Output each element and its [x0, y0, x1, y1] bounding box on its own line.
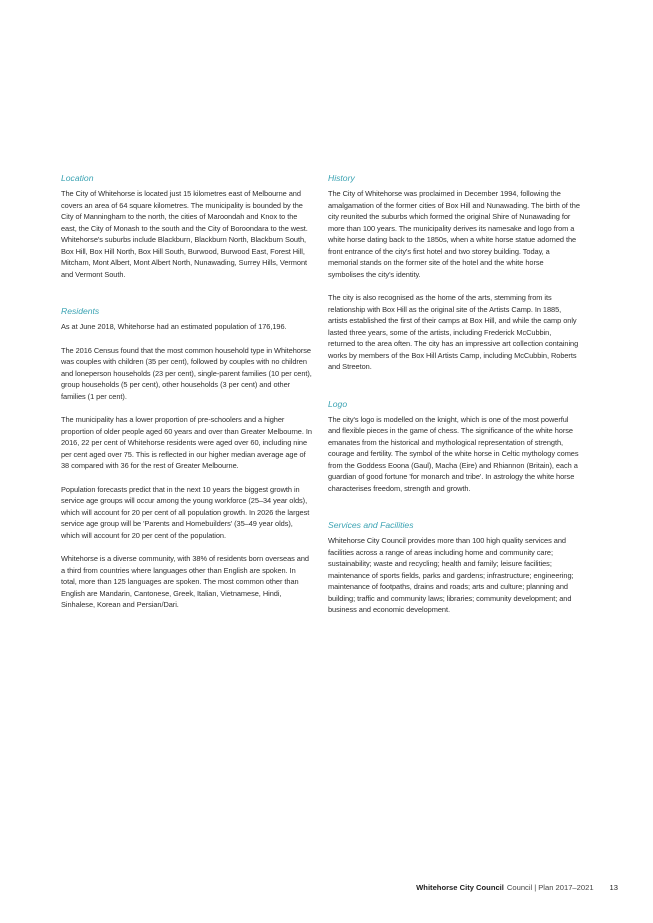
paragraph: The City of Whitehorse is located just 15 kilometres east of Melbourne and covers an area of 64 square kilometres. The municipality is bounded by the City of Manningham to the north, the cities of Maroondah and Knox to the east, the City of Monash to the south and the City of Boroondara to the west. Whitehorse's suburbs include Blackburn, Blackburn North, Blackburn South, Box Hill, Box Hill North, Box Hill South, Burwood, Burwood East, Forest Hill, Mitcham, Mont Albert, Mont Albert North, Nunawading, Surrey Hills, Vermont and Vermont South.	[61, 189, 308, 279]
paragraph: The City of Whitehorse was proclaimed in December 1994, following the amalgamation of the former cities of Box Hill and Nunawading. The birth of the city reunited the suburbs which formed the original Shire of Nunawading for more than 100 years. The municipality derives its namesake and logo from a white horse dating back to the 1850s, when a white horse statue adorned the front entrance of the city's first hotel and two storey building. Today, a memorial stands on the former site of the hotel and the white horse symbolises the city's identity.	[328, 189, 580, 279]
section-heading-location: Location	[61, 173, 94, 183]
page-number: 13	[609, 883, 618, 892]
footer-separator: |	[534, 883, 537, 892]
paragraph: Whitehorse City Council provides more than 100 high quality services and facilities across a range of areas including home and community care; sustainability; waste and recycling; health and family; leisure facilities; maintenance of sports fields, parks and gardens; infrastructure; engineering; maintenance of footpaths, drains and roads; arts and culture; planning and building; traffic and community laws; libraries; community development; and business and economic development.	[328, 536, 574, 614]
section-heading-logo: Logo	[328, 398, 348, 409]
right-column	[328, 172, 580, 628]
page-footer	[416, 883, 618, 892]
footer-doc-title: Council | Plan 2017–2021	[506, 883, 594, 892]
section-heading-history: History	[328, 173, 355, 183]
paragraph: The 2016 Census found that the most common household type in Whitehorse was couples with children (35 per cent), followed by couples with no children and loneperson households (23 per cent), single-parent families (10 per cent), group households (5 per cent), other households (3 per cent) and other families (1 per cent).	[61, 345, 312, 401]
left-column	[61, 172, 313, 623]
paragraph: Whitehorse is a diverse community, with 38% of residents born overseas and a third from countries where languages other than English are spoken. In total, more than 125 languages are spoken. The most common other than English are Mandarin, Cantonese, Greek, Italian, Vietnamese, Hindi, Sinhalese, Korean and Persian/Dari.	[61, 554, 309, 609]
section-logo	[328, 398, 580, 495]
section-services	[328, 519, 580, 616]
paragraph: The municipality has a lower proportion of pre-schoolers and a higher proportion of older people aged 60 years and over than Greater Melbourne. In 2016, 22 per cent of Whitehorse residents were aged over 60, including nine per cent aged over 75. This is reflected in our higher median average age of 38 compared with 36 for the rest of Greater Melbourne.	[61, 415, 312, 470]
section-heading-services: Services and Facilities	[328, 520, 414, 530]
footer-org-name: Whitehorse City Council	[416, 883, 504, 892]
paragraph: As at June 2018, Whitehorse had an estimated population of 176,196.	[61, 322, 287, 331]
paragraph: Population forecasts predict that in the next 10 years the biggest growth in service age groups will occur among the young workforce (25–34 year olds), which will account for 20 per cent of all population growth. In 2026 the largest service age group will be 'Parents and Homebuilders' (35–49 year olds), which will account for 20 per cent of the population.	[61, 484, 310, 540]
section-heading-residents: Residents	[61, 306, 100, 316]
paragraph: The city is also recognised as the home of the arts, stemming from its relationship with Box Hill as the original site of the Artists Camp. In 1885, artists established the first of their camps at Box Hill, and while the camp only lasted three years, some of the artists, including Frederick McCubbin, returned to the area often. The city has an impressive art collection containing works by members of the Box Hill Artists Camp, including McCubbin, Roberts and Streeton.	[328, 293, 579, 371]
paragraph: The city's logo is modelled on the knight, which is one of the most powerful and flexible pieces in the game of chess. The significance of the white horse emanates from the historical and mythological representation of strength, courage and fertility. The symbol of the white horse in Celtic mythology comes from the Goddess Eoona (Gaul), Macha (Eire) and Rhiannon (Britain), each a guardian of good fortune 'for monarch and tribe'. In astrology the white horse characterises freedom, strength and growth.	[328, 414, 579, 493]
section-residents	[61, 305, 313, 611]
section-history	[328, 172, 580, 373]
section-location	[61, 172, 313, 280]
